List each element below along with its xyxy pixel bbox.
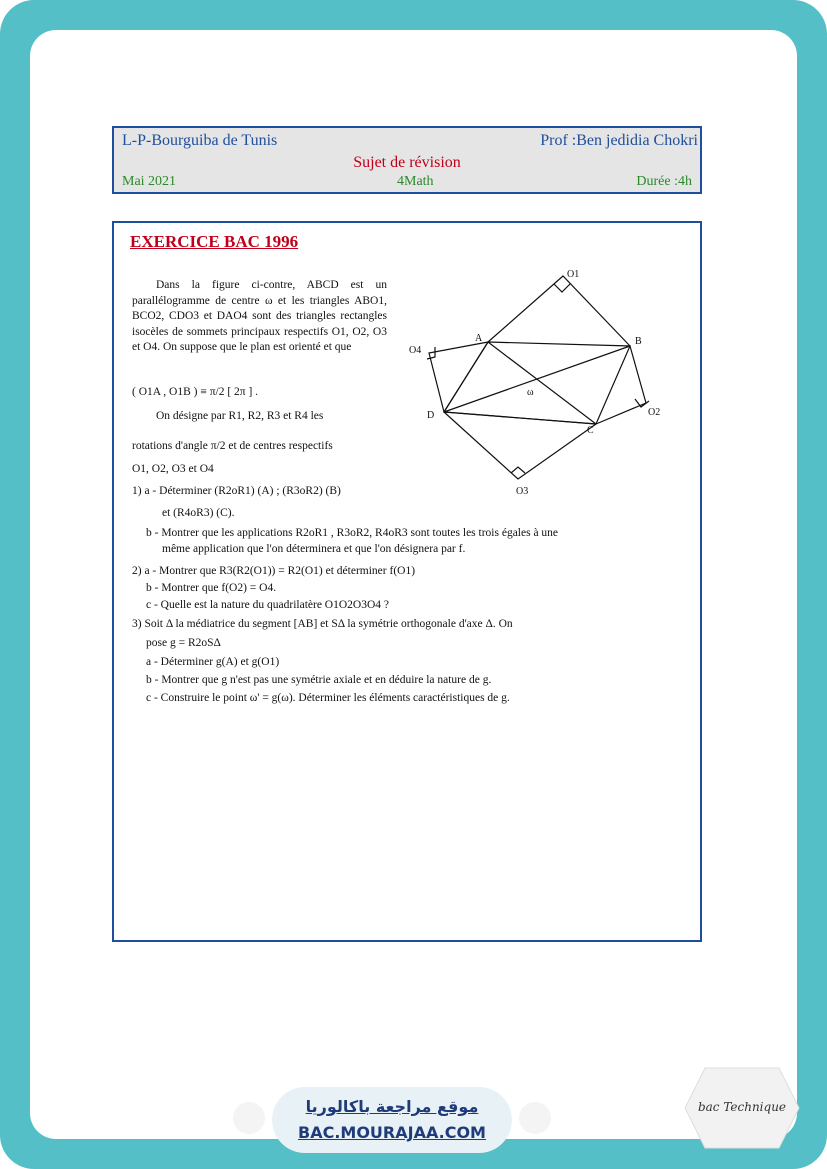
diagonal-bd	[444, 346, 630, 412]
label-a: A	[475, 333, 483, 344]
site-badge[interactable]	[272, 1087, 512, 1153]
exercise-title: EXERCICE BAC 1996	[130, 232, 299, 251]
school-name: L-P-Bourguiba de Tunis	[122, 132, 278, 149]
site-name-arabic[interactable]: موقع مراجعة باكالوريا	[305, 1097, 479, 1116]
exercise-box	[112, 221, 702, 942]
parallelogram-abcd	[444, 342, 630, 424]
label-o4: O4	[409, 345, 422, 356]
question-2b: b - Montrer que f(O2) = O4.	[146, 582, 277, 594]
site-logo-right	[519, 1102, 551, 1134]
triangle-bco2	[596, 346, 646, 424]
exercise-intro: Dans la figure ci-contre, ABCD est un parallélogramme de centre ω et les triangles ABO1, BCO2, CDO3 et DAO4 sont des triangles rectangles isocèles de sommets principaux respectifs O1, O2, O3 et O4. On suppose que le plan est orienté et que	[132, 279, 387, 353]
diagonal-ac	[488, 342, 596, 424]
rotations-line-1: On désigne par R1, R2, R3 et R4 les	[156, 410, 324, 422]
question-2a: 2) a - Montrer que R3(R2(O1)) = R2(O1) et déterminer f(O1)	[132, 565, 416, 577]
label-c: C	[587, 425, 594, 436]
angle-condition: ( O1A , O1B ) ≡ π/2 [ 2π ] .	[132, 386, 259, 398]
exam-date: Mai 2021	[122, 174, 177, 189]
label-o1: O1	[567, 269, 580, 280]
site-url[interactable]: BAC.MOURAJAA.COM	[298, 1123, 486, 1142]
rotations-line-2: rotations d'angle π/2 et de centres respectifs	[132, 440, 333, 452]
question-1a-cont: et (R4oR3) (C).	[162, 507, 235, 519]
question-3-def: pose g = R2oSΔ	[146, 637, 221, 649]
parallelogram-figure	[409, 267, 679, 507]
question-1a: 1) a - Déterminer (R2oR1) (A) ; (R3oR2) (B)	[132, 485, 341, 497]
question-1b-cont: même application que l'on déterminera et que l'on désignera par f.	[162, 543, 466, 555]
label-o2: O2	[648, 407, 661, 418]
question-1b: b - Montrer que les applications R2oR1 , R3oR2, R4oR3 sont toutes les trois égales à une	[146, 527, 559, 539]
question-3a: a - Déterminer g(A) et g(O1)	[146, 656, 280, 668]
label-d: D	[427, 410, 435, 421]
label-b: B	[635, 336, 642, 347]
question-2c: c - Quelle est la nature du quadrilatère O1O2O3O4 ?	[146, 599, 390, 611]
site-logo-left	[233, 1102, 265, 1134]
label-omega: ω	[527, 387, 534, 398]
question-3: 3) Soit Δ la médiatrice du segment [AB] et SΔ la symétrie orthogonale d'axe Δ. On	[132, 618, 513, 630]
question-3c: c - Construire le point ω' = g(ω). Déterminer les éléments caractéristiques de g.	[146, 692, 510, 704]
exam-header	[112, 126, 702, 194]
label-o3: O3	[516, 486, 529, 497]
triangle-abo1	[488, 276, 630, 346]
exam-duration: Durée :4h	[636, 174, 692, 189]
rotations-line-3: O1, O2, O3 et O4	[132, 463, 214, 475]
question-3b: b - Montrer que g n'est pas une symétrie axiale et en déduire la nature de g.	[146, 674, 492, 686]
subject-title: Sujet de révision	[353, 154, 461, 171]
exam-level: 4Math	[397, 174, 434, 189]
triangle-dao4	[429, 342, 488, 412]
stamp-text: bac Technique	[697, 1100, 787, 1114]
professor-name: Prof :Ben jedidia Chokri	[540, 132, 698, 149]
